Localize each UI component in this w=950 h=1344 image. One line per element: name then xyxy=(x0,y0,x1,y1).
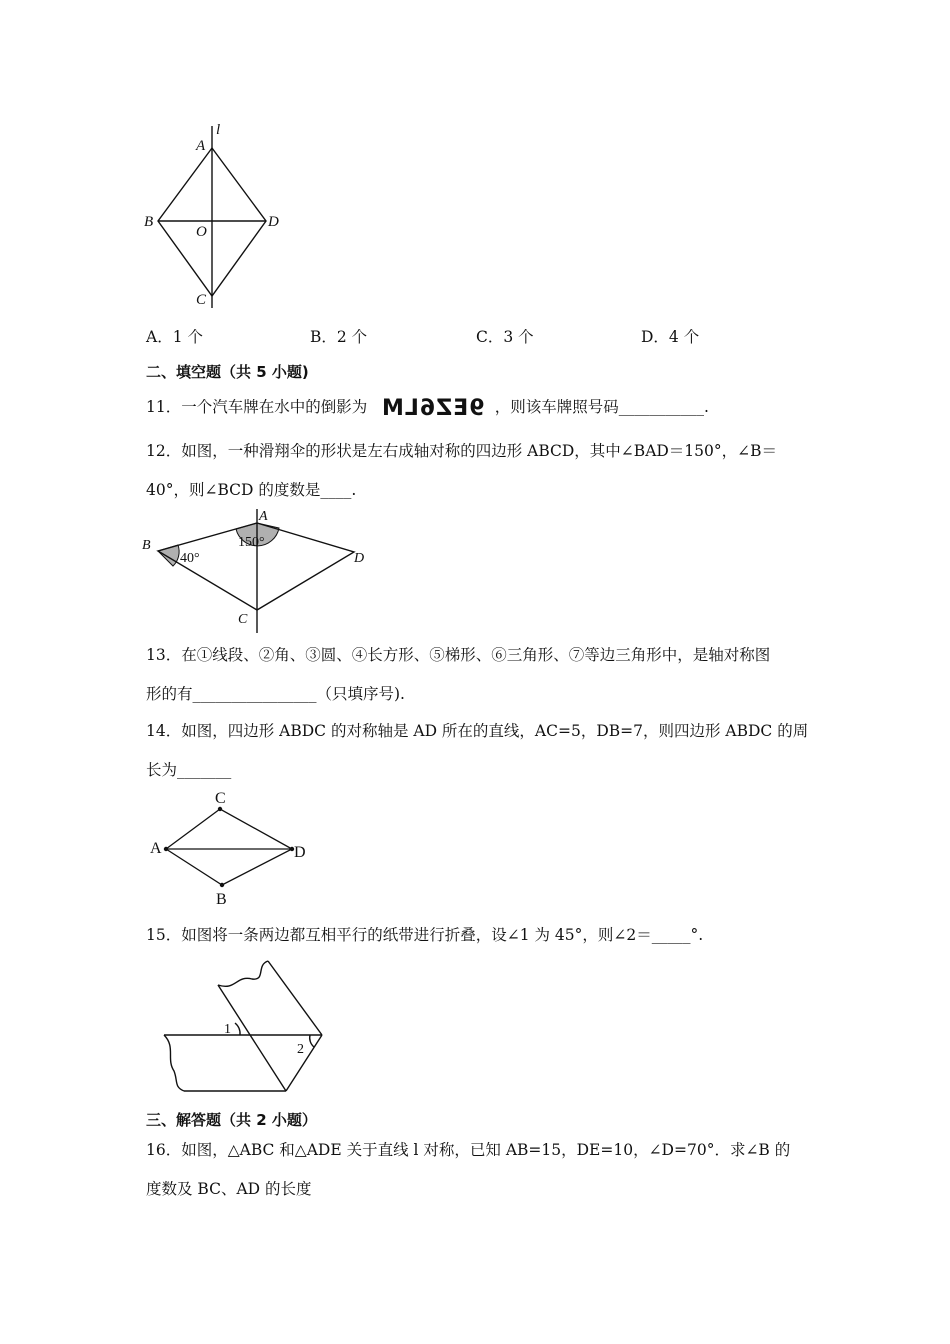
question-13-line1: 13．在①线段、②角、③圆、④长方形、⑤梯形、⑥三角形、⑦等边三角形中，是轴对称图 xyxy=(146,646,771,664)
angle-1-arc xyxy=(235,1023,240,1035)
label-d: D xyxy=(354,551,365,566)
question-16-line2: 度数及 BC、AD 的长度 xyxy=(146,1180,312,1198)
figure-quadrilateral-q14 xyxy=(140,785,320,910)
label-a: A xyxy=(259,509,268,524)
question-12-line1: 12．如图，一种滑翔伞的形状是左右成轴对称的四边形 ABCD，其中∠BAD＝150°，∠B＝ xyxy=(146,442,778,460)
angle-a-label: 150° xyxy=(238,535,265,550)
flap-lower-edge xyxy=(286,1035,322,1091)
quadrilateral-shape xyxy=(166,809,292,885)
section-heading-fill-in: 二、填空题（共 5 小题) xyxy=(146,363,309,381)
label-d: D xyxy=(294,844,306,861)
question-15-line1: 15．如图将一条两边都互相平行的纸带进行折叠，设∠1 为 45°，则∠2＝_____°. xyxy=(146,926,704,944)
question-14-line2: 长为_______ xyxy=(146,761,232,779)
label-a: A xyxy=(196,138,206,154)
angle-1-label: 1 xyxy=(224,1022,231,1037)
question-11 xyxy=(146,397,709,419)
flap-right-edge xyxy=(268,961,322,1035)
question-14-line1: 14．如图，四边形 ABDC 的对称轴是 AD 所在的直线，AC=5，DB=7，则四边形 ABDC 的周 xyxy=(146,722,809,740)
figure-folded-strip-q15 xyxy=(140,955,340,1095)
label-c: C xyxy=(215,790,226,807)
q11-text-before: 11．一个汽车牌在水中的倒影为 xyxy=(146,398,368,416)
label-b: B xyxy=(142,538,151,553)
label-a: A xyxy=(150,840,162,857)
angle-2-arc xyxy=(310,1035,314,1047)
label-l: l xyxy=(216,122,221,138)
question-16-line1: 16．如图，△ABC 和△ADE 关于直线 l 对称，已知 AB=15，DE=10，∠D=70°．求∠B 的 xyxy=(146,1141,791,1159)
plate-reflection: 9EZ6LM xyxy=(381,396,485,421)
label-c: C xyxy=(238,612,248,627)
section-heading-solutions: 三、解答题（共 2 小题） xyxy=(146,1111,317,1129)
option-b: B．2 个 xyxy=(310,328,368,346)
label-c: C xyxy=(196,292,207,308)
option-a: A．1 个 xyxy=(146,328,203,346)
question-12-line2: 40°，则∠BCD 的度数是____. xyxy=(146,481,357,499)
fold-line xyxy=(218,985,286,1091)
option-d: D．4 个 xyxy=(641,328,700,346)
figure-rhombus-q10 xyxy=(138,118,288,318)
label-o: O xyxy=(196,224,207,240)
label-b: B xyxy=(144,214,154,230)
angle-b-label: 40° xyxy=(180,551,200,566)
angle-2-label: 2 xyxy=(297,1042,304,1057)
option-c: C．3 个 xyxy=(476,328,534,346)
strip-left-edge xyxy=(164,1035,184,1091)
flap-torn-edge xyxy=(218,961,268,986)
question-13-line2: 形的有________________（只填序号). xyxy=(146,685,405,703)
label-d: D xyxy=(268,214,279,230)
q11-text-after: ，则该车牌照号码___________. xyxy=(494,398,709,416)
figure-kite-q12 xyxy=(138,505,378,635)
label-b: B xyxy=(216,891,227,908)
